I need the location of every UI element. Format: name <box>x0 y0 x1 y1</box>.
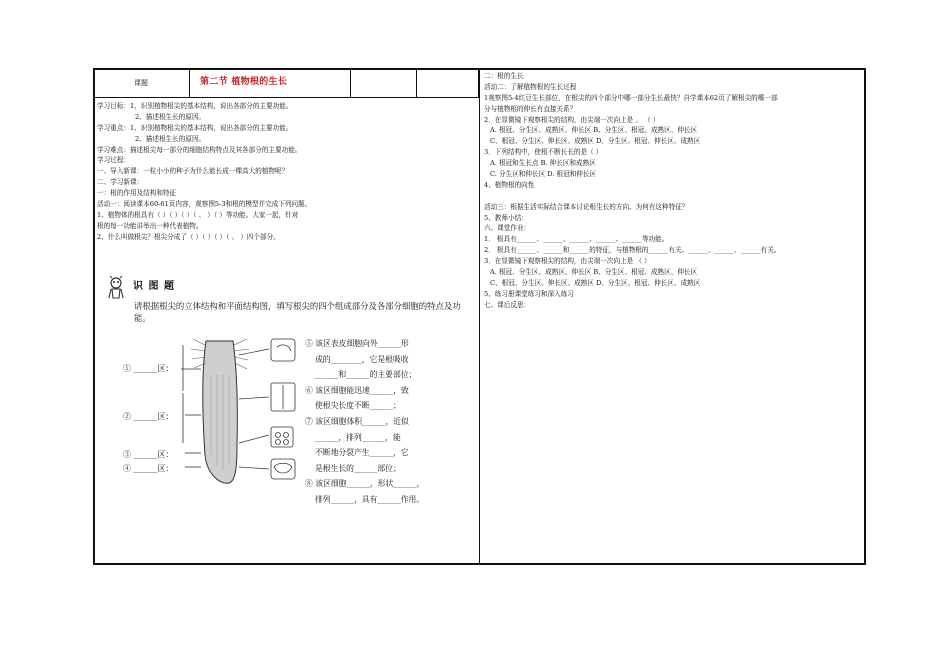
text-line: 分与植物根的伸长有直接关系？ <box>484 104 577 113</box>
desc-line: 排列______，具有______作用。 <box>315 494 425 504</box>
text-line: 1观察图5-4红豆生长部位，在根尖的四个部分中哪一部分生长最快？自学课本62页了解根尖的哪一部 <box>484 93 778 102</box>
section-title: 识 图 题 <box>133 281 175 292</box>
text-line: 活动一：阅读课本60-61页内容，观察图5-3和根的模型并完成下列问题。 <box>97 200 312 209</box>
text-line <box>484 191 862 202</box>
text-line: 2、什么叫做根尖？根尖分成了（ ）（ ）（ ）（ 、 ）四个部分。 <box>97 232 280 241</box>
text-line: C、根冠、分生区、伸长区、成熟区 D、分生区、根冠、伸长区、成熟区 <box>490 278 701 287</box>
instruction-text: 请根据根尖的立体结构和平面结构图，填写根尖的四个组成部分及各部分细胞的特点及功能。 <box>134 301 461 323</box>
desc-line: ⑧ 该区细胞______，形状______， <box>305 479 425 489</box>
zone-label-2: ② ______区： <box>123 412 174 421</box>
text-line: C. 分生区和伸长区 D. 根冠和伸长区 <box>490 170 597 179</box>
text-line: 1、植物体的根具有（ ）（ ）（ ）（ 、 ）（ ）等功能。大家一起，针对 <box>97 210 299 219</box>
left-column-text <box>97 101 475 243</box>
text-line: A. 根冠、分生区、成熟区、伸长区 B、分生区、根冠、成熟区、伸长区 <box>490 268 698 277</box>
text-line: 一、导入新课：一粒小小的种子为什么能长成一棵高大的植物呢？ <box>97 167 289 176</box>
header-title-cell <box>190 68 351 98</box>
desc-line: ______和______的主要部位； <box>315 370 417 380</box>
text-line: 根的每一功能讲举出一种代表植物。 <box>97 221 203 230</box>
desc-line: ⑦ 该区细胞体积______，近似 <box>305 416 409 426</box>
text-line: 2． 根具有______、______和______的特征，与植物根的______有关。______、______、______有关。 <box>484 246 781 255</box>
zone-label-4: ④ ______区： <box>123 464 174 473</box>
header-label-cell <box>93 68 190 98</box>
desc-line: ⑥ 该区细胞能迅速______，致 <box>305 385 409 395</box>
text-line: 5、练习册课堂练习和深入练习 <box>484 289 574 298</box>
text-line: 5、教师小结： <box>484 213 528 222</box>
right-column-text <box>484 71 862 311</box>
text-line: 学习难点：描述根尖每一部分的细胞结构特点及其各部分的主要功能。 <box>97 145 302 154</box>
page-title: 第二节 植物根的生长 <box>200 77 288 87</box>
header-label: 课题 <box>134 78 148 87</box>
desc-line: 是根生长的______部位； <box>315 463 401 473</box>
text-line: 学习过程： <box>97 156 130 165</box>
zone-label-1: ① ______区： <box>123 364 174 373</box>
text-line: 2．在显微镜下观察根尖的结构，由尖端一次向上是 。 （ ） <box>484 115 660 124</box>
text-line: C、根冠、分生区、伸长区、成熟区 D、分生区、根冠、伸长区、成熟区 <box>490 137 701 146</box>
desc-line: 不断地分裂产生______，它 <box>315 448 409 458</box>
text-line: 学习目标：1、识别植物根尖的基本结构，说出各部分的主要功能。 <box>97 102 293 110</box>
text-line: 一：根的作用及结构和特征 <box>97 189 177 198</box>
text-line: 二、学习新课： <box>97 178 144 187</box>
text-line: 二：根的生长 <box>484 72 524 80</box>
text-line: 2、描述根生长的原因。 <box>135 112 206 121</box>
mascot-icon <box>103 276 129 302</box>
zone-descriptions <box>305 336 465 508</box>
text-line: 1． 根具有______、______、______、______、______等功能。 <box>484 235 669 244</box>
text-line: 3．在显微镜下观察根尖的结构，由尖端一次向上是 （ ） <box>484 257 651 266</box>
zone-label-3: ③ ______区： <box>123 450 174 459</box>
text-line: 活动二：了解植物根的生长过程 <box>484 82 577 91</box>
text-line: A. 根冠、分生区、成熟区、伸长区 B、分生区、根冠、成熟区、伸长区 <box>490 126 698 135</box>
header-blank-cell-1 <box>351 68 417 98</box>
text-line: 学习重点：1、识别植物根尖的基本结构，说出各部分的主要功能。 <box>97 123 293 132</box>
text-line: A. 根冠和生长点 B. 伸长区和成熟区 <box>490 159 596 168</box>
text-line: 4、植物根的向性 <box>484 180 535 189</box>
text-line: 活动三：根据生活实际结合课本讨论根生长的方向、为何有这种特征？ <box>484 202 689 211</box>
column-divider <box>479 68 480 565</box>
desc-line: ______，排列______，能 <box>315 432 401 442</box>
desc-line: 使根尖长度不断______； <box>315 401 401 411</box>
text-line: 七、课后反思： <box>484 300 531 309</box>
desc-line: ⑤ 该区表皮细胞向外______形 <box>305 339 409 348</box>
text-line: 3．下列结构中，使根不断长长的是（ ） <box>484 148 603 157</box>
desc-line: 成的________，它是根吸收 <box>315 354 409 364</box>
text-line: 2、描述根生长的原因。 <box>135 134 206 143</box>
text-line: 六、课堂作业： <box>484 224 531 233</box>
header-blank-cell-2 <box>417 68 479 98</box>
